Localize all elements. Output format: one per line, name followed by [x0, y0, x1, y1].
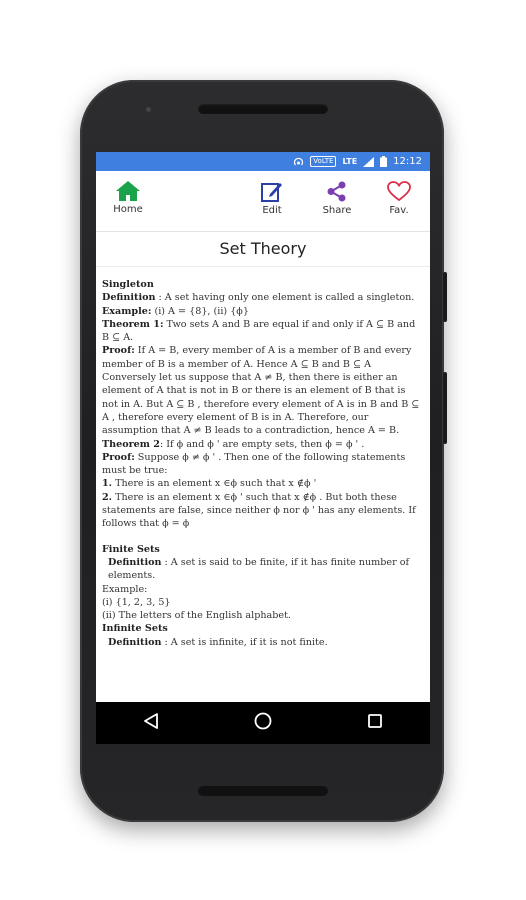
proof-1-text: If A = B, every member of A is a member of B and every member of B is a member of A. Hence A ⊆ B and B ⊆ A: [102, 345, 412, 370]
battery-icon: [380, 156, 387, 167]
page-title: Set Theory: [96, 232, 430, 267]
theorem-2-label: Theorem 2: [102, 438, 160, 450]
home-icon: [116, 181, 140, 201]
home-label: Home: [113, 204, 143, 215]
proof-2-label: Proof:: [102, 451, 135, 463]
volume-button: [443, 372, 447, 444]
earpiece-speaker: [198, 104, 328, 114]
share-button[interactable]: [312, 181, 362, 216]
finite-example-ii: (ii) The letters of the English alphabet.: [102, 610, 291, 622]
heart-icon: [387, 181, 411, 202]
theorem-1-label: Theorem 1:: [102, 318, 164, 330]
proof-2-text: Suppose ϕ ≠ ϕ ' . Then one of the following statements must be true:: [102, 451, 406, 477]
finite-example-i: (i) {1, 2, 3, 5}: [102, 596, 171, 608]
screen: [96, 152, 430, 744]
theorem-2-text: : If ϕ and ϕ ' are empty sets, then ϕ = ϕ ' .: [159, 438, 365, 450]
home-button[interactable]: [103, 181, 153, 215]
back-triangle-icon[interactable]: [143, 713, 159, 733]
infinite-definition-label: Definition: [108, 636, 162, 648]
front-camera: [146, 107, 151, 112]
navigation-bar: [96, 702, 430, 744]
theorem-1-text: Two sets A and B are equal if and only if A ⊆ B and B ⊆ A.: [102, 318, 416, 344]
example-text: (i) A = {8}, (ii) {ϕ}: [151, 305, 249, 317]
share-icon: [326, 181, 348, 202]
article-content: [102, 278, 420, 698]
list-item-2-label: 2.: [102, 491, 113, 503]
bottom-speaker: [198, 786, 328, 796]
volte-badge: VoLTE: [310, 156, 336, 167]
lte-indicator: LTE: [342, 156, 358, 166]
list-item-2-text: There is an element x ∈ϕ ' such that x ∉ϕ . But both these statements are false, since neither ϕ nor ϕ ' has any elements. If follows that ϕ = ϕ: [102, 491, 416, 530]
list-item-1-text: There is an element x ∈ϕ such that x ∉ϕ ': [112, 478, 317, 490]
example-label: Example:: [102, 305, 152, 317]
infinite-definition-text: : A set is infinite, if it is not finite.: [161, 636, 328, 648]
definition-label: Definition: [102, 292, 156, 304]
section-heading-singleton: Singleton: [102, 279, 154, 290]
finite-definition-text: : A set is said to be finite, if it has finite number of elements.: [108, 556, 410, 582]
hotspot-icon: [293, 157, 304, 167]
section-heading-finite: Finite Sets: [102, 543, 160, 555]
fav-button[interactable]: [374, 181, 424, 216]
home-circle-icon[interactable]: [254, 712, 272, 734]
list-item-1-label: 1.: [102, 478, 113, 490]
toolbar: [96, 171, 430, 232]
fav-label: Fav.: [389, 205, 409, 216]
signal-icon: [363, 157, 374, 167]
edit-button[interactable]: [247, 181, 297, 216]
definition-text: : A set having only one element is called a singleton.: [155, 292, 415, 304]
recents-square-icon[interactable]: [367, 713, 383, 733]
proof-1-label: Proof:: [102, 345, 135, 357]
finite-example-label: Example:: [102, 583, 148, 595]
proof-1-paragraph-2: Conversely let us suppose that A ≠ B, then there is either an element of A that is not in B or there is an element of B that is not in A. But A ⊆ B , therefore every element of A is in B and B ⊆ A , therefore every element of B is in A. Therefore, our assumption that A ≠ B leads to a contradiction, hence A = B.: [102, 372, 420, 437]
finite-definition-label: Definition: [108, 556, 162, 568]
share-label: Share: [322, 205, 352, 216]
edit-label: Edit: [262, 205, 282, 216]
status-bar: [96, 152, 430, 171]
section-heading-infinite: Infinite Sets: [102, 623, 168, 635]
edit-icon: [261, 181, 283, 202]
clock: 12:12: [393, 156, 422, 167]
power-button: [443, 272, 447, 322]
